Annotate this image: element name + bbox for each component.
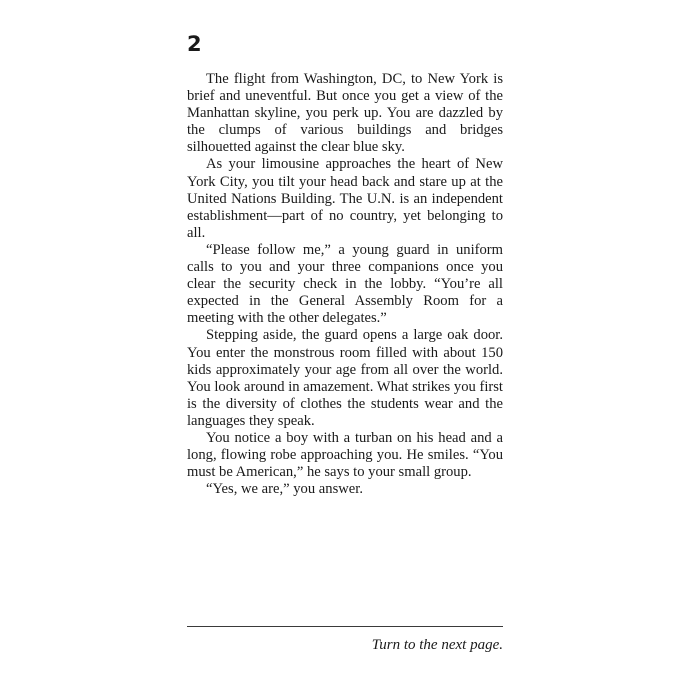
paragraph: As your limousine approaches the heart of New York City, you tilt your head back and stare up at the United Nations Building. The U.N. is an independent establishment—part of no country, yet belonging to all. xyxy=(187,156,503,241)
footer-divider xyxy=(187,626,503,627)
paragraph: “Yes, we are,” you answer. xyxy=(206,481,363,498)
story-text xyxy=(187,71,503,498)
paragraph: Stepping aside, the guard opens a large oak door. You enter the monstrous room filled with about 150 kids approximately your age from all over the world. You look around in amazement. What strikes you first is the diversity of clothes the students wear and the languages they speak. xyxy=(187,327,503,429)
paragraph: The flight from Washington, DC, to New York is brief and uneventful. But once you get a view of the Manhattan skyline, you perk up. You are dazzled by the clumps of various buildings and bridges silhouetted against the clear blue sky. xyxy=(187,71,503,156)
page-number: 2 xyxy=(187,32,202,56)
next-page-instruction: Turn to the next page. xyxy=(371,637,503,653)
paragraph: “Please follow me,” a young guard in uniform calls to you and your three companions once you clear the security check in the lobby. “You’re all expected in the General Assembly Room for a meeting with the other delegates.” xyxy=(187,241,503,327)
paragraph: You notice a boy with a turban on his head and a long, flowing robe approaching you. He smiles. “You must be American,” he says to your small group. xyxy=(187,429,503,481)
